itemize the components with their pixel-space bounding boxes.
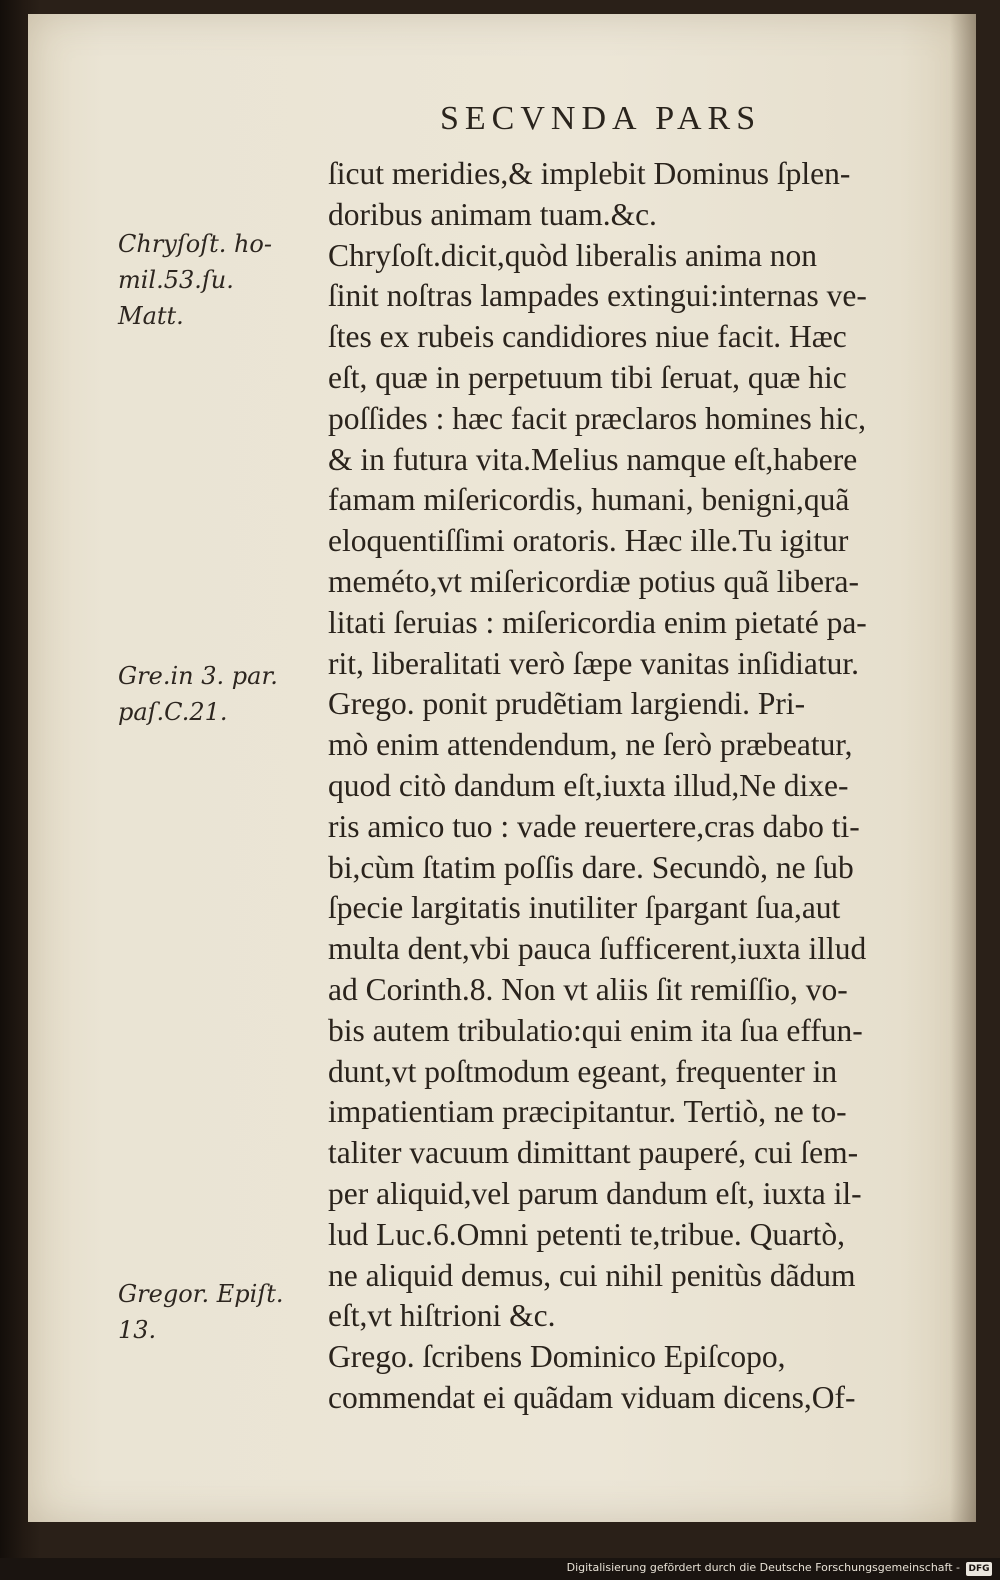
text-line: quod citò dandum eſt,iuxta illud,Ne dixe- — [328, 767, 849, 803]
text-line: rit, liberalitati verò ſæpe vanitas inſidiatur. — [328, 645, 859, 681]
text-line: ne aliquid demus, cui nihil penitùs dãdum — [328, 1257, 856, 1293]
marginal-note-line: Gregor. Epiſt. — [118, 1280, 284, 1308]
text-line: eloquentiſſimi oratoris. Hæc ille.Tu igitur — [328, 523, 849, 559]
text-line: ſtes ex rubeis candidiores niue facit. Hæc — [328, 319, 847, 355]
text-line: multa dent,vbi pauca ſufficerent,iuxta illud — [328, 931, 867, 967]
text-line: commendat ei quãdam viduam dicens,Of- — [328, 1379, 856, 1415]
marginal-note-line: 13. — [118, 1316, 157, 1344]
text-line: mò enim attendendum, ne ſerò præbeatur, — [328, 727, 853, 763]
marginal-note-line: Matt. — [118, 302, 184, 330]
marginal-note-gregory-pastoral — [118, 658, 328, 730]
running-header: SECVNDA PARS — [440, 100, 762, 137]
text-line: ſinit noſtras lampades extingui:internas ve- — [328, 278, 867, 314]
marginal-note-gregory-epistle — [118, 1276, 328, 1348]
text-line: bi,cùm ſtatim poſſis dare. Secundò, ne ſub — [328, 849, 854, 885]
main-text-column — [328, 154, 948, 1419]
text-line: poſſides : hæc facit præclaros homines hic, — [328, 400, 867, 436]
marginal-note-line: Chryſoſt. ho- — [118, 230, 272, 258]
text-line: ſpecie largitatis inutiliter ſpargant ſua,aut — [328, 890, 841, 926]
funding-credit: Digitalisierung gefördert durch die Deutsche Forschungsgemeinschaft - — [566, 1561, 960, 1574]
text-line: eſt, quæ in perpetuum tibi ſeruat, quæ hic — [328, 359, 847, 395]
text-line: ad Corinth.8. Non vt aliis ſit remiſſio, vo- — [328, 971, 848, 1007]
text-line: impatientiam præcipitantur. Tertiò, ne to- — [328, 1094, 847, 1130]
text-line: meméto,vt miſericordiæ potius quã libera- — [328, 563, 859, 599]
text-line: doribus animam tuam.&c. — [328, 196, 657, 232]
text-line: & in futura vita.Melius namque eſt,habere — [328, 441, 858, 477]
text-line: ris amico tuo : vade reuertere,cras dabo ti- — [328, 808, 860, 844]
text-line: Grego. ſcribens Dominico Epiſcopo, — [328, 1339, 786, 1375]
marginal-note-line: mil.53.ſu. — [118, 266, 234, 294]
marginal-note-line: Gre.in 3. par. — [118, 662, 278, 690]
text-line: Chryſoſt.dicit,quòd liberalis anima non — [328, 237, 818, 273]
page-edge-shadow — [950, 14, 976, 1522]
text-line: dunt,vt poſtmodum egeant, frequenter in — [328, 1053, 838, 1089]
marginal-note-chrysostom — [118, 226, 328, 334]
text-line: litati ſeruias : miſericordia enim pietaté pa- — [328, 604, 867, 640]
marginal-note-line: paſ.C.21. — [118, 698, 228, 726]
text-line: taliter vacuum dimittant pauperé, cui ſem- — [328, 1135, 859, 1171]
text-line: bis autem tribulatio:qui enim ita ſua effun- — [328, 1012, 863, 1048]
digitization-footer — [0, 1558, 1000, 1580]
dfg-logo: DFG — [966, 1562, 992, 1576]
text-line: famam miſericordis, humani, benigni,quã — [328, 482, 850, 518]
text-line: lud Luc.6.Omni petenti te,tribue. Quartò, — [328, 1216, 845, 1252]
text-line: per aliquid,vel parum dandum eſt, iuxta il- — [328, 1175, 862, 1211]
text-line: ſicut meridies,& implebit Dominus ſplen- — [328, 156, 851, 191]
text-line: eſt,vt hiſtrioni &c. — [328, 1298, 556, 1334]
text-line: Grego. ponit prudẽtiam largiendi. Pri- — [328, 686, 806, 722]
